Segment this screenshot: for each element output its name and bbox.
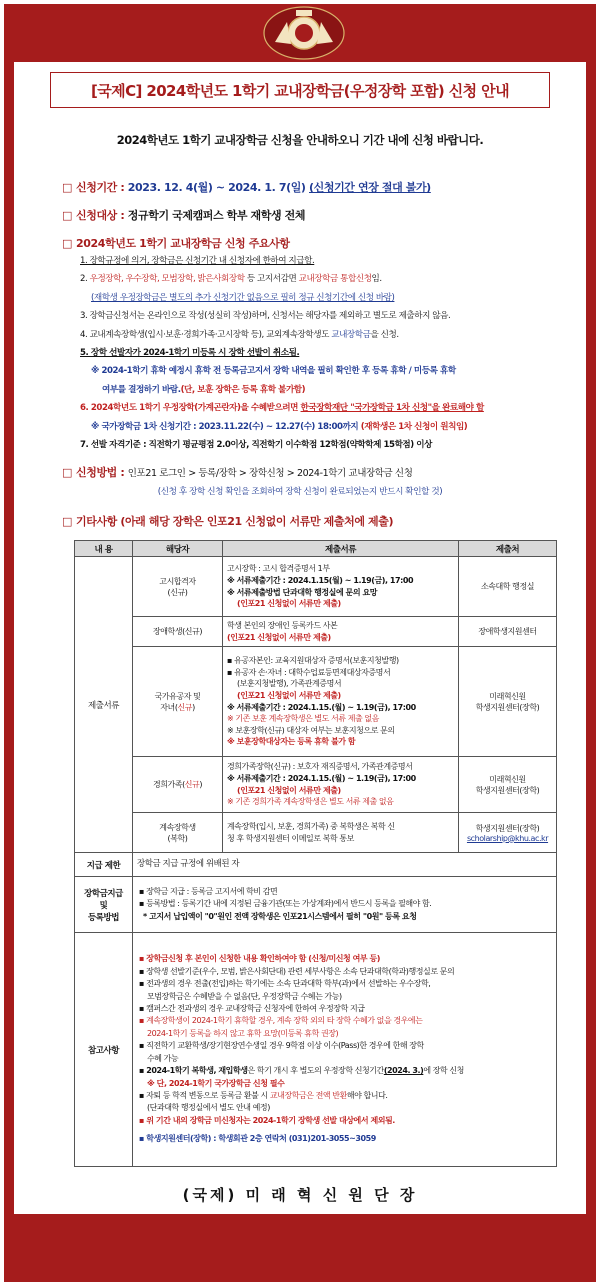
target-cell: 경희가족(신규) [133,757,223,813]
method-note: (신청 후 장학 신청 확인을 조회하여 장학 신청이 완료되었는지 반드시 확인할 것) [157,487,443,497]
list-item: 7. 선발 자격기준 : 직전학기 평균평점 2.0이상, 직전학기 이수학점 12학점(약학학제 15학점) 이상 [80,440,433,451]
table-row [75,933,557,1167]
checkbox-square-icon: □ [62,515,72,528]
period-section: □ 신청기간 : 2023. 12. 4(월) ~ 2024. 1. 7(일) (신청기간 연장 절대 불가) [62,181,431,194]
university-emblem-icon [261,4,347,62]
header-category: 내 용 [75,541,133,557]
table-row [75,757,557,813]
list-item: 3. 장학금신청서는 온라인으로 작성(성실히 작성)하며, 신청서는 해당자를 제외하고 별도로 제출하지 않음. [80,311,451,322]
limit-cell: 장학금 지급 규정에 위배된 자 [133,853,557,877]
document-body [14,62,586,1214]
office-cell: 미래혁신원 학생지원센터(장학) [459,647,557,757]
list-item: 4. 교내계속장학생(입시·보훈·경희가족·고시장학 등), 교외계속장학생도 교내장학금을 신청. [80,329,399,340]
table-row [75,617,557,647]
header-office: 제출처 [459,541,557,557]
notice-section: □ 2024학년도 1학기 교내장학금 신청 주요사항 [62,237,290,250]
scholarship-email-link[interactable]: scholarship@khu.ac.kr [466,833,549,843]
table-row [75,877,557,933]
list-item: ※ 2024-1학기 휴학 예정시 휴학 전 등록금고지서 장학 내역을 필히 확인한 후 등록 휴학 / 미등록 휴학 [91,366,456,377]
period-value: 2023. 12. 4(월) ~ 2024. 1. 7(일) [127,181,306,194]
target-cell: 장애학생(신규) [133,617,223,647]
table-row [75,557,557,617]
list-item: (재학생 우정장학금은 별도의 추가 신청기간 없음으로 필히 정규 신청기간에 신청 바람) [91,292,395,303]
period-note: (신청기간 연장 절대 불가) [309,181,431,194]
etc-section: □ 기타사항 (아래 해당 장학은 인포21 신청없이 서류만 제출처에 제출) [62,515,394,528]
footer-signature: (국제) 미 래 혁 신 원 단 장 [182,1186,418,1204]
target-cell: 국가유공자 및 자녀(신규) [133,647,223,757]
target-value: 정규학기 국제캠퍼스 학부 재학생 전체 [127,209,306,222]
office-cell: 미래혁신원 학생지원센터(장학) [459,757,557,813]
ref-cell: ▪ 장학금신청 후 본인이 신청한 내용 확인하여야 함 (신청/미신청 여부 등) ▪ 장학생 선발기준(우수, 모범, 밝은사회단대) 관련 세부사항은 소속 단과대학(학과)행정실로 문의 ▪ 전과생의 경우 전출(전입)하는 학기에는 소속 단과대학 학부(과)에서 선발하는 우수장학, 모범장학금은 수혜받을 수 없음(단, 우정장학금 수혜는 가능) ▪ 캠퍼스간 전과생의 경우 교내장학금 신청자에 한하여 우정장학 지급 ▪ 계속장학생이 2024-1학기 휴학할 경우, 계속 장학 외의 타 장학 수혜가 없을 경우에는 2024-1학기 등록을 하지 않고 휴학 요망(미등록 휴학 권장) ▪ 직전학기 교환학생/장기현장연수생일 경우 9학점 이상 이수(Pass)한 경우에 한해 장학 수혜 가능 ▪ 2024-1학기 복학생, 재입학생은 학기 개시 후 별도의 우정장학 신청기간(2024. 3.)에 장학 신청 ※ 단, 2024-1학기 국가장학금 신청 필수 ▪ 자퇴 등 학적 변동으로 등록금 환불 시 교내장학금은 전액 반환해야 합니다. (단과대학 행정실에서 별도 안내 예정) ▪ 위 기간 내의 장학금 미신청자는 2024-1학기 장학생 선발 대상에서 제외됨. ▪ 학생지원센터(장학) : 학생회관 2층 연락처 (031)201-3055~3059 [133,933,557,1167]
list-item: ※ 국가장학금 1차 신청기간 : 2023.11.22(수) ~ 12.27(수) 18:00까지 (재학생은 1차 신청이 원칙임) [91,421,468,432]
category-cell: 참고사항 [75,933,133,1167]
method-value: 인포21 로그인 > 등록/장학 > 장학신청 > 2024-1학기 교내장학금 신청 [127,468,413,479]
pay-cell: ▪ 장학금 지급 : 등록금 고지서에 학비 감면 ▪ 등록방법 : 등록기간 내에 지정된 금융기관(또는 가상계좌)에서 반드시 등록을 필해야 함. * 고지서 납입액이 "0"원인 전액 장학생은 인포21시스템에서 필히 "0원" 등록 요청 [133,877,557,933]
scholarship-table [74,540,557,1167]
page-frame [4,4,596,1282]
office-cell: 소속대학 행정실 [459,557,557,617]
list-item: 1. 장학규정에 의거, 장학금은 신청기간 내 신청자에 한하여 지급함. [80,256,315,266]
table-row [75,853,557,877]
list-item: 5. 장학 선발자가 2024-1학기 미등록 시 장학 선발이 취소됨. [80,348,300,359]
office-cell: 장애학생지원센터 [459,617,557,647]
checkbox-square-icon: □ [62,209,72,222]
list-item: 6. 2024학년도 1학기 우정장학(가계곤란자)을 수혜받으려면 한국장학재단 "국가장학금 1차 신청"을 완료해야 함 [80,403,484,414]
notice-list [80,252,570,454]
list-item: 2. 우정장학, 우수장학, 모범장학, 밝은사회장학 등 고지서감면 교내장학금 통합신청임. [80,274,382,285]
intro-text: 2024학년도 1학기 교내장학금 신청을 안내하오니 기간 내에 신청 바랍니다. [116,133,484,147]
docs-cell: ▪ 유공자본인: 교육지원대상자 증명서(보훈지청발행) ▪ 유공자 손·자녀 : 대학수업료등면제대상자증명서 (보훈지청발행), 가족관계증명서 (인포21 신청없이 서류만 제출) ※ 서류제출기간 : 2024.1.15.(월) ~ 1.19(금), 17:00 ※ 기존 보훈 계속장학생은 별도 서류 제출 없음 ※ 보훈장학(신규) 대상자 여부는 보훈지청으로 문의 ※ 보훈장학대상자는 등록 휴학 불가 함 [223,647,459,757]
category-cell: 지급 제한 [75,853,133,877]
docs-cell: 고시장학 : 고시 합격증명서 1부 ※ 서류제출기간 : 2024.1.15(월) ~ 1.19(금), 17:00 ※ 서류제출방법 단과대학 행정실에 문의 요망 (인포21 신청없이 서류만 제출) [223,557,459,617]
category-cell: 제출서류 [75,557,133,853]
checkbox-square-icon: □ [62,181,72,194]
office-cell: 학생지원센터(장학) scholarship@khu.ac.kr [459,813,557,853]
target-cell: 계속장학생 (복학) [133,813,223,853]
checkbox-square-icon: □ [62,466,72,479]
header-docs: 제출서류 [223,541,459,557]
title-box [50,72,550,108]
table-row [75,813,557,853]
docs-cell: 계속장학(입시, 보훈, 경희가족) 중 복학생은 복학 신 청 후 학생지원센터 이메일로 복학 통보 [223,813,459,853]
target-cell: 고시합격자 (신규) [133,557,223,617]
table-row [75,647,557,757]
page-title: [국제C] 2024학년도 1학기 교내장학금(우정장학 포함) 신청 안내 [91,81,509,100]
category-cell: 장학금지급 및 등록방법 [75,877,133,933]
checkbox-square-icon: □ [62,237,72,250]
docs-cell: 학생 본인의 장애인 등록카드 사본 (인포21 신청없이 서류만 제출) [223,617,459,647]
header-target: 해당자 [133,541,223,557]
list-item: 여부를 결정하기 바람.(단, 보훈 장학은 등록 휴학 불가함) [102,384,306,395]
target-section: □ 신청대상 : 정규학기 국제캠퍼스 학부 재학생 전체 [62,209,306,222]
docs-cell: 경희가족장학(신규) : 보호자 재직증명서, 가족관계증명서 ※ 서류제출기간 : 2024.1.15.(월) ~ 1.19(금), 17:00 (인포21 신청없이 서류만 제출) ※ 기존 경희가족 계속장학생은 별도 서류 제출 없음 [223,757,459,813]
method-section: □ 신청방법 : 인포21 로그인 > 등록/장학 > 장학신청 > 2024-1학기 교내장학금 신청 [62,466,413,479]
